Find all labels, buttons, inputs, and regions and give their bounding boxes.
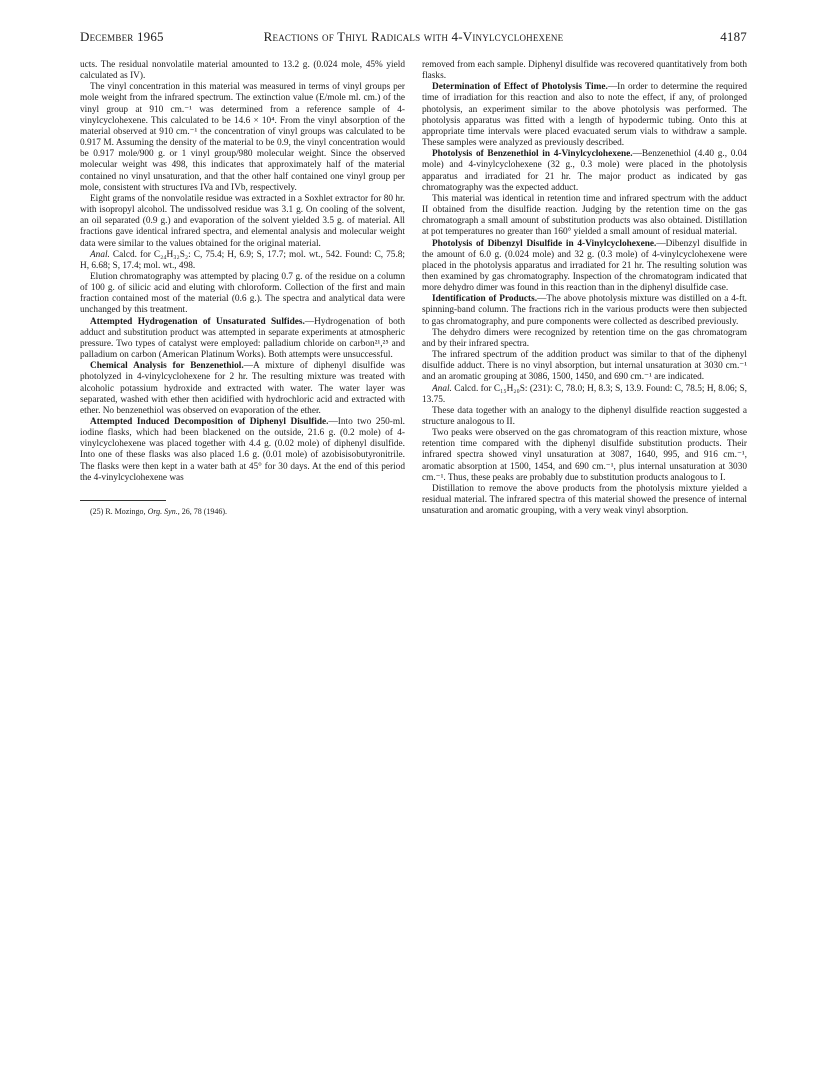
paragraph: This material was identical in retention time and infrared spectrum with the adduct II obtained from the disulfide reaction. Judging by the retention time on the gas chromatograph a small amount of substitution products was also obtained. Distillation at pot temperatures no greater than 160° yielded a small amount of residual material. [422, 193, 747, 238]
header-title: Reactions of Thiyl Radicals with 4-Vinylcyclohexene [263, 29, 564, 44]
section-heading: Photolysis of Dibenzyl Disulfide in 4-Vinylcyclohexene. [432, 238, 657, 249]
footnote-journal: Org. Syn. [147, 506, 178, 516]
section-heading: Attempted Hydrogenation of Unsaturated Sulfides. [90, 316, 305, 327]
section-text: —The above photolysis mixture was distilled on a 4-ft. spinning-band column. The fractions rich in the various products were then subjected to gas chromatography, and pure components were collected as described previously. [422, 294, 747, 327]
section-heading: Photolysis of Benzenethiol in 4-Vinylcyclohexene. [432, 149, 633, 160]
section-text: —Into two 250-ml. iodine flasks, which had been blackened on the outside, 21.6 g. (0.2 mole) of 4-vinylcyclohexene was placed together with 4.4 g. (0.02 mole) of diphenyl disulfide. Into one of these flasks was also placed 1.6 g. (0.01 mole) of azobisisobutyronitrile. The flasks were then kept in a water bath at 45° for 30 days. At the end of this period the 4-vinylcyclohexene was [80, 417, 405, 483]
section-paragraph [422, 149, 747, 194]
section-text: —Benzenethiol (4.40 g., 0.04 mole) and 4-vinylcyclohexene (32 g., 0.3 mole) were placed in the photolysis apparatus and irradiated for 21 hr. The major product as indicated by gas chromatography was the expected adduct. [422, 149, 747, 193]
paragraph: Eight grams of the nonvolatile residue was extracted in a Soxhlet extractor for 80 hr. with isopropyl alcohol. The undissolved residue was 3.1 g. On cooling of the solvent, an oil separated (0.9 g.) and evaporation of the solvent yielded 3.5 g. of material. All fractions gave identical infrared spectra, and elemental analysis and molecular weight data were similar to the values obtained for the original material. [80, 193, 405, 249]
paragraph: ucts. The residual nonvolatile material amounted to 13.2 g. (0.024 mole, 45% yield calculated as IV). [80, 60, 405, 82]
section-paragraph [422, 82, 747, 149]
paragraph: Two peaks were observed on the gas chromatogram of this reaction mixture, whose retention time compared with the diphenyl disulfide substitution products. Their infrared spectra showed vinyl unsaturation at 3087, 1640, 995, and 916 cm.⁻¹, aromatic absorption at 1500, 1454, and 690 cm.⁻¹, plus internal unsaturation at 3030 cm.⁻¹. Thus, these peaks are probably due to substitution products analogous to I. [422, 428, 747, 483]
paragraph: Distillation to remove the above products from the photolysis mixture yielded a residual material. The infrared spectra of this material showed the presence of internal unsaturation and aromatic grouping, with a very weak vinyl absorption. [422, 483, 747, 517]
paragraph: removed from each sample. Diphenyl disulfide was recovered quantitatively from both flasks. [422, 60, 747, 82]
section-text: —In order to determine the required time of irradiation for this reaction and also to note the effect, if any, of prolonged photolysis, an experiment similar to the above photolysis was performed. The photolysis apparatus was fitted with a length of hypodermic tubing. Onto this at appropriate time intervals were placed evacuated serum vials to withdraw a sample. These samples were analyzed as previously described. [422, 82, 748, 149]
paragraph: Elution chromatography was attempted by placing 0.7 g. of the residue on a column of 100 g. of silicic acid and eluting with chloroform. Collection of the first and main fraction contained most of the material (0.6 g.). The spectra and analytical data were unchanged by this treatment. [80, 271, 405, 316]
header-date: December 1965 [80, 29, 164, 44]
paragraph: The dehydro dimers were recognized by retention time on the gas chromatogram and by their infrared spectra. [422, 327, 747, 349]
footnote-divider [80, 500, 166, 501]
analysis-text: Calcd. for C₂₄H₃₂S₂: C, 75.4; H, 6.9; S, 17.7; mol. wt., 542. Found: C, 75.8; H, 6.68; S, 17.4; mol. wt., 498. [80, 249, 405, 271]
section-heading: Identification of Products. [432, 294, 538, 305]
paragraph: The vinyl concentration in this material was measured in terms of vinyl groups per mole weight from the infrared spectrum. The extinction value (E/mole ml. cm.) of the vinyl group at 910 cm.⁻¹ was determined from a reference sample of 4-vinylcyclohexene. This calculated to be 14.6 × 10⁴. From the vinyl absorption of the material observed at 910 cm.⁻¹ the concentration of vinyl groups was calculated to be 0.917 M. Assuming the density of the material to be 0.9, the vinyl concentration would be 0.917 mole/900 g. or 1 vinyl group/980 molecular weight. Since the observed molecular weight was 498, this indicates that approximately half of the material contained no vinyl unsaturation, and that the other half contained one vinyl group per mole, consistent with structures IVa and IVb, respectively. [80, 82, 405, 193]
section-heading: Attempted Induced Decomposition of Diphenyl Disulfide. [90, 417, 329, 427]
right-column [422, 60, 747, 517]
section-text: —Hydrogenation of both adduct and substitution product was attempted in separate experiments at atmospheric pressure. Two types of catalyst were employed: palladium chloride on carbon²¹,²⁵ and palladium on carbon (American Platinum Works). Both attempts were unsuccessful. [80, 316, 405, 361]
analysis-paragraph [80, 250, 405, 272]
left-column [80, 60, 405, 517]
running-header [80, 29, 747, 45]
section-text: —Dibenzyl disulfide in the amount of 6.0 g. (0.024 mole) and 32 g. (0.3 mole) of 4-vinylcyclohexene were placed in the photolysis apparatus and irradiated for 21 hr. The resulting solution was then examined by gas chromatography. Inspection of the chromatogram indicated that more dehydro dimer was found in this reaction than in the diphenyl disulfide case. [422, 238, 747, 294]
section-paragraph [422, 294, 747, 327]
footnote-suffix: , 26, 78 (1946). [177, 506, 228, 516]
analysis-paragraph [422, 384, 747, 406]
paragraph: The infrared spectrum of the addition product was similar to that of the diphenyl disulfide adduct. There is no vinyl absorption, but internal unsaturation at 3030 cm.⁻¹ and an aromatic grouping at 3086, 1500, 1450, and 690 cm.⁻¹ are indicated. [422, 350, 747, 383]
footnote [80, 507, 405, 517]
section-paragraph [80, 317, 405, 362]
section-text: —A mixture of diphenyl disulfide was photolyzed in 4-vinylcyclohexene for 2 hr. The resulting mixture was treated with alcoholic potassium hydroxide and extracted with water. The water layer was separated, washed with ether then acidified with hydrochloric acid and extracted with ether. No benzenethiol was observed on evaporation of the ether. [80, 361, 405, 416]
section-heading: Chemical Analysis for Benzenethiol. [90, 361, 244, 372]
section-paragraph [422, 239, 747, 295]
page-number: 4187 [720, 29, 747, 44]
paragraph: These data together with an analogy to the diphenyl disulfide reaction suggested a structure analogous to II. [422, 405, 747, 427]
section-paragraph [80, 361, 405, 417]
section-paragraph [80, 417, 405, 484]
anal-label: Anal. [90, 249, 110, 260]
footnote-prefix: (25) R. Mozingo, [90, 506, 148, 516]
anal-label: Anal. [432, 383, 452, 394]
analysis-text: Calcd. for C₁₅H₂₀S: (231): C, 78.0; H, 8.3; S, 13.9. Found: C, 78.5; H, 8.06; S, 13.75. [422, 383, 747, 405]
section-heading: Determination of Effect of Photolysis Time. [432, 82, 608, 93]
